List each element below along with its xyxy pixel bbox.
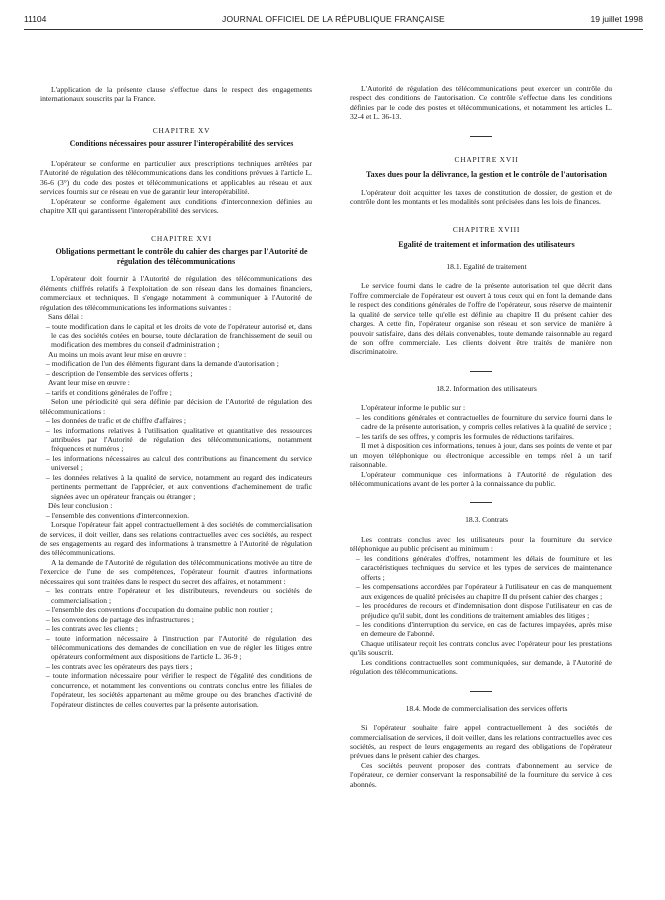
- list-item: – les conditions générales et contractuelles de fourniture du service fourni dans le cadre de la présente autorisation, y compris celles relatives à la qualité de service ;: [350, 413, 612, 432]
- section-title: 18.3. Contrats: [465, 515, 508, 525]
- dash-list: [350, 554, 612, 639]
- dash-list: [40, 586, 312, 709]
- paragraph: L'opérateur se conforme en particulier aux prescriptions techniques arrêtées par l'Autorité de régulation des télécommunications dans les conditions prévues à l'article L. 36-6 (3°) du code des postes et télécommunications et applicables au réseau et aux services fournis sur ce réseau en vue de garantir leur interopérabilité.: [40, 158, 312, 197]
- paragraph: Lorsque l'opérateur fait appel contractuellement à des sociétés de commercialisation de services, il doit veiller, dans ses relations contractuelles avec ces sociétés, au respect de ses engagements au regard des informations à transmettre à l'Autorité de régulation des télécommunications.: [40, 520, 312, 558]
- journal-title: JOURNAL OFFICIEL DE LA RÉPUBLIQUE FRANÇAISE: [222, 14, 445, 24]
- chapter-label: CHAPITRE XVI: [151, 233, 212, 243]
- list-item: – les données de trafic et de chiffre d'affaires ;: [40, 416, 312, 425]
- paragraph: A la demande de l'Autorité de régulation des télécommunications motivée au titre de l'exercice de l'une de ses compétences, l'opérateur fournit d'autres informations nécessaires qui sont traitées dans le respect du secret des affaires, et notamment :: [40, 557, 312, 586]
- list-item: – toute information nécessaire pour vérifier le respect de l'égalité des conditions de concurrence, et notamment les conventions ou contrats conclus entre les filiales de l'opérateur, les sociétés appartenant au même groupe ou des branches d'activité de l'opérateur distinctes de celles couvertes par la présente autorisation.: [40, 671, 312, 709]
- paragraph: L'application de la présente clause s'effectue dans le respect des engagements internationaux souscrits par la France.: [40, 85, 312, 104]
- chapter-title: Conditions nécessaires pour assurer l'interopérabilité des services: [69, 139, 294, 149]
- dash-list: [350, 413, 612, 441]
- list-item: – les conditions d'interruption du service, en cas de factures impayées, après mise en demeure de l'abonné.: [350, 620, 612, 639]
- paragraph: Le service fourni dans le cadre de la présente autorisation tel que décrit dans l'offre commerciale de l'opérateur est ouvert à tous ceux qui en font la demande dans le respect des conditions générales de l'offre de l'opérateur, sous réserve de maintenir la qualité de service telle qu'elle est définie au chapitre II du présent cahier des charges. A cette fin, l'opérateur organise son réseau et son service de manière à pouvoir satisfaire, dans des délais convenables, toute demande raisonnable au regard de son offre commerciale. Les clients doivent être traités de manière non discriminatoire.: [350, 281, 612, 357]
- list-item: – les conventions de partage des infrastructures ;: [40, 615, 312, 624]
- header-rule: [24, 29, 643, 30]
- page-number: 11104: [24, 14, 47, 24]
- chapter-label: CHAPITRE XVIII: [452, 224, 521, 234]
- list-item: – les informations relatives à l'utilisation qualitative et quantitative des ressources attribuées par l'Autorité de régulation des télécommunications, notamment fréquences et numéros ;: [40, 426, 312, 454]
- section-title: 18.2. Information des utilisateurs: [436, 383, 537, 393]
- paragraph: L'opérateur communique ces informations à l'Autorité de régulation des télécommunications avant de les porter à la connaissance du public.: [350, 469, 612, 488]
- paragraph: Les contrats conclus avec les utilisateurs pour la fourniture du service téléphonique au public précisent au minimum :: [350, 534, 612, 554]
- list-item: – les informations nécessaires au calcul des contributions au financement du service universel ;: [40, 454, 312, 473]
- paragraph: Chaque utilisateur reçoit les contrats conclus avec l'opérateur pour les prestations qu'ils souscrit.: [350, 638, 612, 658]
- list-heading: Avant leur mise en œuvre :: [48, 378, 130, 388]
- paragraph: Les conditions contractuelles sont communiquées, sur demande, à l'Autorité de régulation des télécommunications.: [350, 657, 612, 677]
- right-column: [350, 84, 612, 789]
- list-item: – les conditions générales d'offres, notamment les délais de fourniture et les caractéristiques techniques du service et les types de services de maintenance offerts ;: [350, 554, 612, 582]
- paragraph: L'opérateur doit acquitter les taxes de constitution de dossier, de gestion et de contrôle dont les montants et les modalités sont précisées dans les lois de finances.: [350, 187, 612, 207]
- list-item: – description de l'ensemble des services offerts ;: [40, 369, 312, 378]
- list-item: – les données relatives à la qualité de service, notamment au regard des indicateurs pertinents permettant de l'apprécier, et aux conventions d'acheminement de trafic signées avec un opérateur français ou étranger ;: [40, 473, 312, 501]
- chapter-label: CHAPITRE XVII: [454, 154, 519, 164]
- dash-list: [40, 322, 312, 350]
- list-item: – modification de l'un des éléments figurant dans la demande d'autorisation ;: [40, 359, 312, 368]
- chapter-label: CHAPITRE XV: [152, 125, 211, 135]
- paragraph: L'Autorité de régulation des télécommunications peut exercer un contrôle du respect des conditions de l'autorisation. Ce contrôle s'effectue dans les conditions définies par le code des postes et télécommunications, et notamment les articles L. 32-4 et L. 36-13.: [350, 84, 612, 122]
- chapter-title: Taxes dues pour la délivrance, la gestion et le contrôle de l'autorisation: [366, 170, 607, 180]
- page-header: [24, 14, 643, 26]
- dash-list: [40, 416, 312, 501]
- paragraph: L'opérateur informe le public sur :: [361, 403, 466, 413]
- list-item: – les compensations accordées par l'opérateur à l'utilisateur en cas de manquement aux exigences de qualité précisées au chapitre II du présent cahier des charges ;: [350, 582, 612, 601]
- paragraph: L'opérateur doit fournir à l'Autorité de régulation des télécommunications des éléments chiffrés relatifs à l'exploitation de son réseau dans les domaines financiers, commerciaux et techniques. Il s'engage notamment à communiquer à l'Autorité de régulation des télécommunications les informations suivantes :: [40, 274, 312, 312]
- list-heading: Au moins un mois avant leur mise en œuvre :: [48, 349, 187, 359]
- list-item: – toute information nécessaire à l'instruction par l'Autorité de régulation des télécommunications des demandes de conciliation en vue de régler les litiges entre opérateurs conformément aux dispositions de l'article L. 36-9 ;: [40, 634, 312, 662]
- list-item: – toute modification dans le capital et les droits de vote de l'opérateur autorisé et, dans le cas des sociétés cotées en bourse, toute déclaration de franchissement de seuil ou modification des membres du conseil d'administration ;: [40, 322, 312, 350]
- list-heading: Dès leur conclusion :: [48, 501, 113, 511]
- paragraph: L'opérateur se conforme également aux conditions d'interconnexion définies au chapitre XII qui garantissent l'interopérabilité des services.: [40, 196, 312, 216]
- list-heading: Sans délai :: [48, 312, 84, 322]
- dash-list: [40, 511, 312, 520]
- list-item: – l'ensemble des conventions d'interconnexion.: [40, 511, 312, 520]
- issue-date: 19 juillet 1998: [590, 14, 643, 24]
- dash-list: [40, 359, 312, 378]
- chapter-title: Egalité de traitement et information des utilisateurs: [398, 240, 575, 250]
- paragraph: Selon une périodicité qui sera définie par décision de l'Autorité de régulation des télécommunications :: [40, 397, 312, 416]
- chapter-title: Obligations permettant le contrôle du cahier des charges par l'Autorité de régulation des télécommunications: [55, 247, 308, 266]
- list-item: – l'ensemble des conventions d'occupation du domaine public non routier ;: [40, 605, 312, 614]
- section-title: 18.4. Mode de commercialisation des services offerts: [405, 703, 568, 713]
- list-item: – tarifs et conditions générales de l'offre ;: [40, 388, 312, 397]
- left-column: [40, 85, 312, 709]
- section-title: 18.1. Egalité de traitement: [446, 261, 527, 271]
- paragraph: Si l'opérateur souhaite faire appel contractuellement à des sociétés de commercialisation de services, il doit veiller, dans les relations contractuelles avec ces sociétés, au respect de leurs engagements au regard des obligations de l'opérateur prévues dans le présent cahier des charges.: [350, 723, 612, 761]
- dash-list: [40, 388, 312, 397]
- list-item: – les contrats avec les opérateurs des pays tiers ;: [40, 662, 312, 671]
- paragraph: Il met à disposition ces informations, tenues à jour, dans ses points de vente et par un moyen téléphonique ou électronique accessible en temps réel à un tarif raisonnable.: [350, 441, 612, 470]
- list-item: – les contrats entre l'opérateur et les distributeurs, revendeurs ou sociétés de commercialisation ;: [40, 586, 312, 605]
- list-item: – les tarifs de ses offres, y compris les formules de réductions tarifaires.: [350, 432, 612, 441]
- paragraph: Ces sociétés peuvent proposer des contrats d'abonnement au service de l'opérateur, ce dernier conservant la responsabilité de la fourniture du service à ces abonnés.: [350, 760, 612, 789]
- list-item: – les contrats avec les clients ;: [40, 624, 312, 633]
- list-item: – les procédures de recours et d'indemnisation dont dispose l'utilisateur en cas de préjudice qu'il subit, dont les conditions de traitement amiables des litiges ;: [350, 601, 612, 620]
